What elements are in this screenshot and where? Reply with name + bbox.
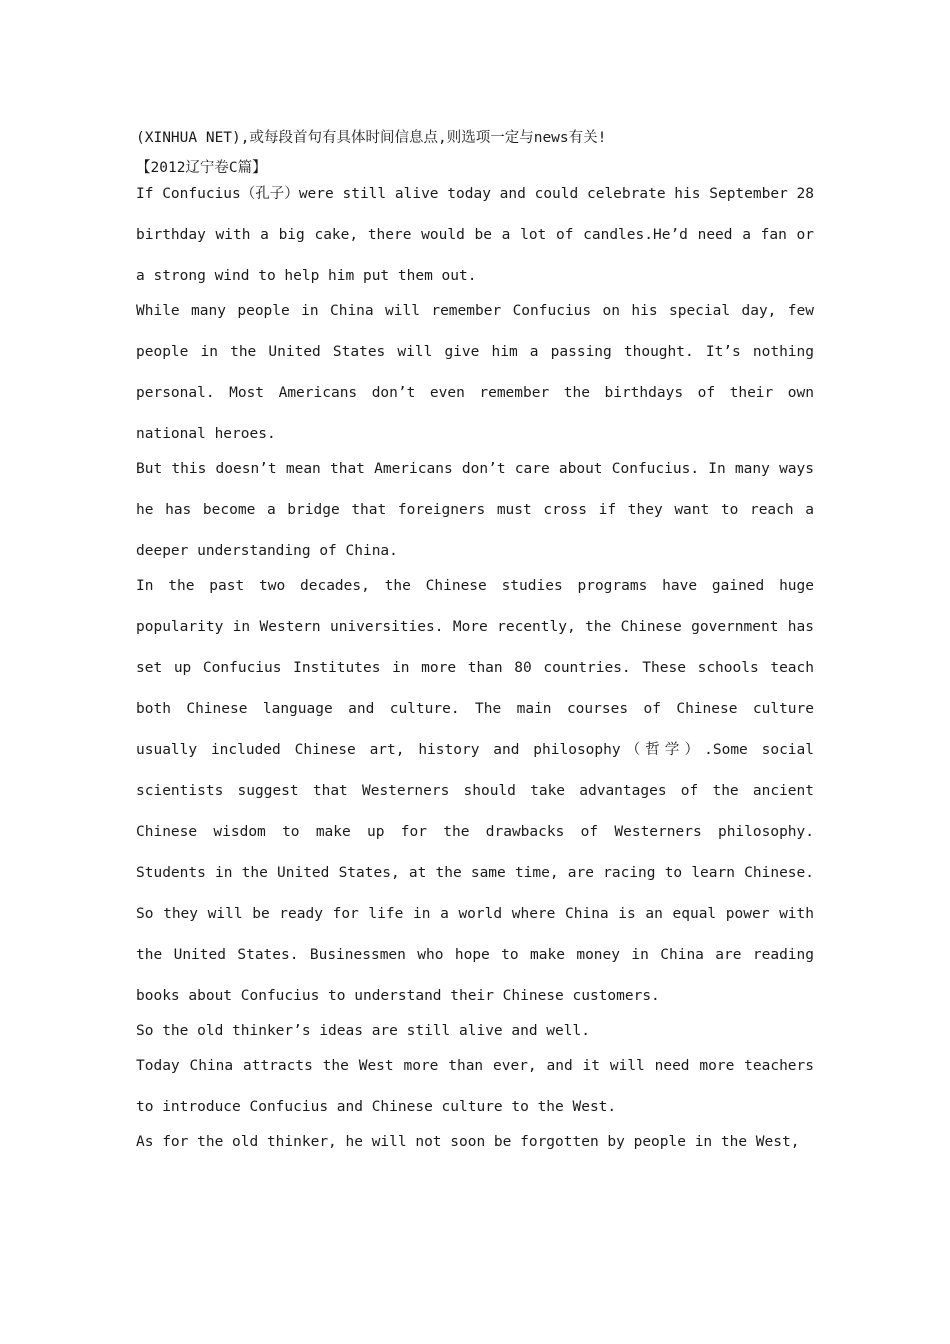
paragraph-5: So the old thinker’s ideas are still alive and well. bbox=[136, 1023, 590, 1039]
paragraph-3: But this doesn’t mean that Americans don’t care about Confucius. In many ways he has become a bridge that foreigners must cross if they want to reach a deeper understanding of China. bbox=[136, 461, 814, 559]
intro-line: (XINHUA NET),或每段首句有具体时间信息点,则选项一定与news有关! bbox=[136, 130, 607, 146]
paragraph-2: While many people in China will remember Confucius on his special day, few people in the United States will give him a passing thought. It’s nothing personal. Most Americans don’t even remember the birthdays of their own national heroes. bbox=[136, 303, 814, 442]
section-heading: 【2012辽宁卷C篇】 bbox=[136, 160, 267, 176]
paragraph-6: Today China attracts the West more than ever, and it will need more teachers to introduce Confucius and Chinese culture to the West. bbox=[136, 1058, 814, 1115]
document-body bbox=[136, 126, 814, 1163]
paragraph-7: As for the old thinker, he will not soon be forgotten by people in the West, bbox=[136, 1134, 800, 1150]
paragraph-4: In the past two decades, the Chinese studies programs have gained huge popularity in Western universities. More recently, the Chinese government has set up Confucius Institutes in more than 80 countries. These schools teach both Chinese language and culture. The main courses of Chinese culture usually included Chinese art, history and philosophy（哲学）.Some social scientists suggest that Westerners should take advantages of the ancient Chinese wisdom to make up for the drawbacks of Westerners philosophy. Students in the United States, at the same time, are racing to learn Chinese. So they will be ready for life in a world where China is an equal power with the United States. Businessmen who hope to make money in China are reading books about Confucius to understand their Chinese customers. bbox=[136, 578, 814, 1004]
paragraph-1: If Confucius（孔子）were still alive today and could celebrate his September 28 birthday with a big cake, there would be a lot of candles.He’d need a fan or a strong wind to help him put them out. bbox=[136, 186, 814, 284]
